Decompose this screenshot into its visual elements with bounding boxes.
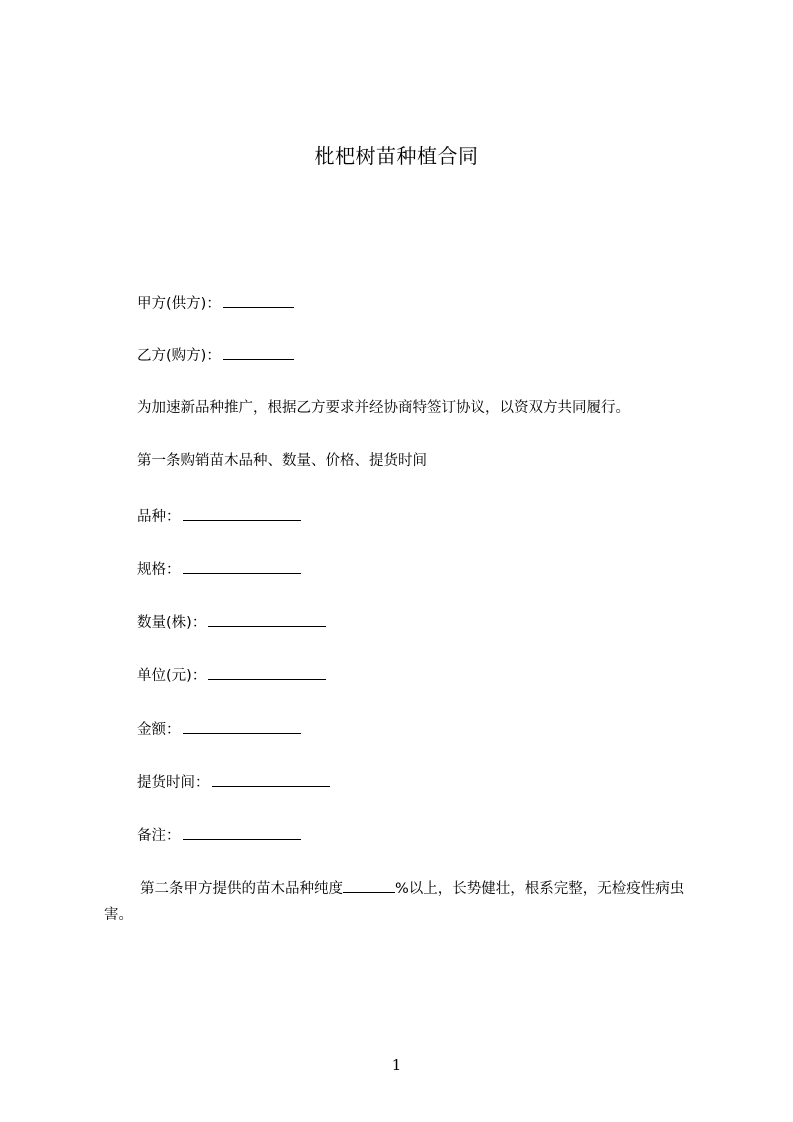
party-b-label: 乙方(购方)： [137,348,221,364]
document-title: 枇杷树苗种植合同 [314,144,479,168]
variety-label: 品种： [137,509,181,525]
party-b-blank [223,344,294,360]
pickup-time-blank [212,771,330,787]
purity-blank [343,877,395,893]
remarks-blank [183,824,301,840]
unit-price-blank [208,664,326,680]
party-a-blank [223,292,294,308]
party-a-label: 甲方(供方)： [137,296,221,312]
party-a-line [137,292,294,314]
quantity-blank [208,611,326,627]
pickup-time-label: 提货时间： [137,775,210,791]
article2-prefix: 第二条甲方提供的苗木品种纯度 [140,881,343,897]
amount-blank [183,718,301,734]
quantity-line [137,611,326,633]
article2-paragraph [104,876,704,928]
intro-paragraph: 为加速新品种推广，根据乙方要求并经协商特签订协议，以资双方共同履行。 [137,400,630,416]
party-b-line [137,344,294,366]
quantity-label: 数量(株)： [137,615,207,631]
page-number: 1 [391,1056,402,1074]
amount-line [137,718,301,740]
article2-suffix: %以上，长势健壮，根系完整，无检疫性病虫害。 [104,881,685,923]
spec-label: 规格： [137,562,181,578]
spec-blank [183,558,301,574]
remarks-label: 备注： [137,828,181,844]
remarks-line [137,824,301,846]
variety-blank [183,505,301,521]
variety-line [137,505,301,527]
unit-price-line [137,664,326,686]
article1-heading: 第一条购销苗木品种、数量、价格、提货时间 [137,453,427,469]
spec-line [137,558,301,580]
pickup-time-line [137,771,330,793]
amount-label: 金额： [137,722,181,738]
unit-price-label: 单位(元)： [137,668,207,684]
